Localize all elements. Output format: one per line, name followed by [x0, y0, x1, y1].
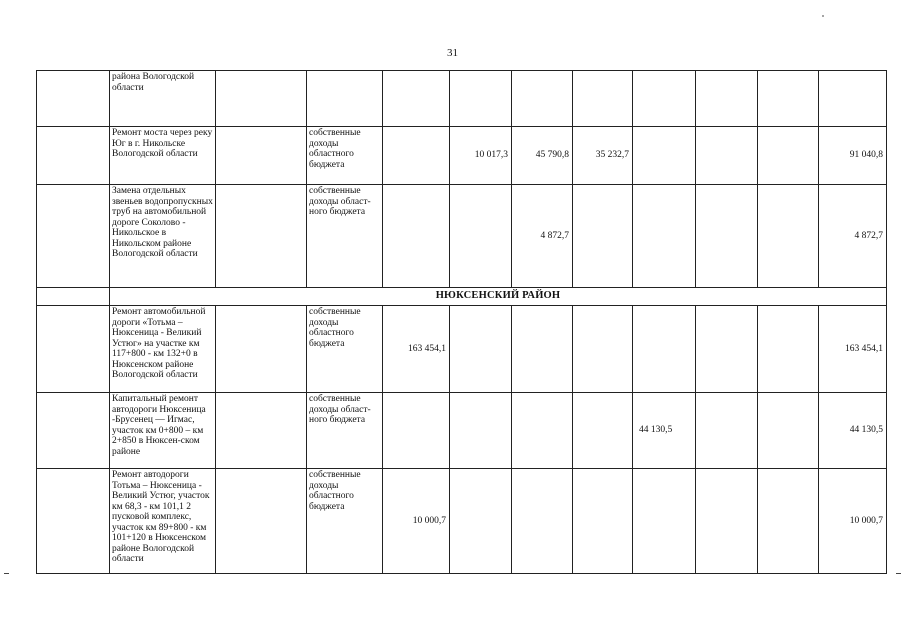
scan-edge-mark-right — [896, 573, 901, 574]
value-cell: 10 000,7 — [383, 469, 450, 574]
value-cell — [512, 469, 573, 574]
value-cell — [633, 127, 696, 185]
value-cell — [696, 185, 758, 288]
project-name-cell: Ремонт моста через реку Юг в г. Никольске Вологодской области — [110, 127, 216, 185]
value-cell — [512, 71, 573, 127]
funding-source-cell: собственные доходы областного бюджета — [307, 469, 383, 574]
table-row — [37, 71, 887, 127]
value-cell — [758, 469, 819, 574]
value-cell — [696, 306, 758, 393]
empty-cell — [216, 71, 307, 127]
value-cell: 44 130,5 — [633, 393, 696, 469]
total-cell: 10 000,7 — [819, 469, 887, 574]
value-cell — [758, 306, 819, 393]
table-row — [37, 185, 887, 288]
value-cell — [383, 127, 450, 185]
value-cell — [696, 469, 758, 574]
value-cell — [758, 185, 819, 288]
value-cell — [383, 185, 450, 288]
funding-source-cell: собственные доходы областного бюджета — [307, 306, 383, 393]
value-cell — [573, 306, 633, 393]
table-row — [37, 393, 887, 469]
funding-source-cell — [307, 71, 383, 127]
section-row — [37, 288, 887, 306]
total-cell — [819, 71, 887, 127]
value-cell — [633, 469, 696, 574]
value-cell — [383, 393, 450, 469]
value-cell: 35 232,7 — [573, 127, 633, 185]
value-cell: 163 454,1 — [383, 306, 450, 393]
value-cell — [758, 393, 819, 469]
empty-cell — [216, 469, 307, 574]
project-name-cell: района Вологодской области — [110, 71, 216, 127]
row-index-cell — [37, 288, 110, 306]
value-cell — [573, 71, 633, 127]
value-cell — [696, 393, 758, 469]
budget-table — [36, 70, 887, 574]
value-cell: 4 872,7 — [512, 185, 573, 288]
page-number: 31 — [447, 47, 458, 59]
row-index-cell — [37, 127, 110, 185]
value-cell — [450, 393, 512, 469]
row-index-cell — [37, 306, 110, 393]
value-cell: 45 790,8 — [512, 127, 573, 185]
value-cell — [758, 71, 819, 127]
row-index-cell — [37, 469, 110, 574]
value-cell — [450, 469, 512, 574]
scan-edge-mark-left — [4, 573, 9, 574]
total-cell: 163 454,1 — [819, 306, 887, 393]
funding-source-cell: собственные доходы област-ного бюджета — [307, 393, 383, 469]
empty-cell — [216, 306, 307, 393]
value-cell — [633, 306, 696, 393]
project-name-cell: Ремонт автодороги Тотьма – Нюксеница - Великий Устюг, участок км 68,3 - км 101,1 2 пусковой комплекс, участок км 89+800 - км 101+120 в Нюксенском районе Вологодской области — [110, 469, 216, 574]
value-cell — [450, 71, 512, 127]
value-cell — [573, 469, 633, 574]
row-index-cell — [37, 393, 110, 469]
value-cell — [573, 185, 633, 288]
total-cell: 91 040,8 — [819, 127, 887, 185]
value-cell — [512, 393, 573, 469]
empty-cell — [216, 393, 307, 469]
value-cell — [633, 71, 696, 127]
total-cell: 4 872,7 — [819, 185, 887, 288]
project-name-cell: Замена отдельных звеньев водопропускных труб на автомобильной дороге Соколово - Никольское в Никольском районе Вологодской области — [110, 185, 216, 288]
value-cell — [696, 71, 758, 127]
value-cell — [696, 127, 758, 185]
value-cell — [450, 306, 512, 393]
table-row — [37, 306, 887, 393]
table-row — [37, 469, 887, 574]
scan-dust-mark — [822, 15, 824, 17]
empty-cell — [216, 127, 307, 185]
funding-source-cell: собственные доходы областного бюджета — [307, 127, 383, 185]
section-title: НЮКСЕНСКИЙ РАЙОН — [110, 288, 887, 306]
value-cell — [383, 71, 450, 127]
project-name-cell: Капитальный ремонт автодороги Нюксеница -Брусенец — Игмас, участок км 0+800 – км 2+850 в Нюксен-ском районе — [110, 393, 216, 469]
total-cell: 44 130,5 — [819, 393, 887, 469]
value-cell — [512, 306, 573, 393]
empty-cell — [216, 185, 307, 288]
funding-source-cell: собственные доходы област-ного бюджета — [307, 185, 383, 288]
project-name-cell: Ремонт автомобильной дороги «Тотьма – Нюксеница - Великий Устюг» на участке км 117+800 - км 132+0 в Нюксенском районе Вологодской области — [110, 306, 216, 393]
table-row — [37, 127, 887, 185]
value-cell — [633, 185, 696, 288]
value-cell — [450, 185, 512, 288]
value-cell — [573, 393, 633, 469]
row-index-cell — [37, 71, 110, 127]
row-index-cell — [37, 185, 110, 288]
value-cell: 10 017,3 — [450, 127, 512, 185]
value-cell — [758, 127, 819, 185]
